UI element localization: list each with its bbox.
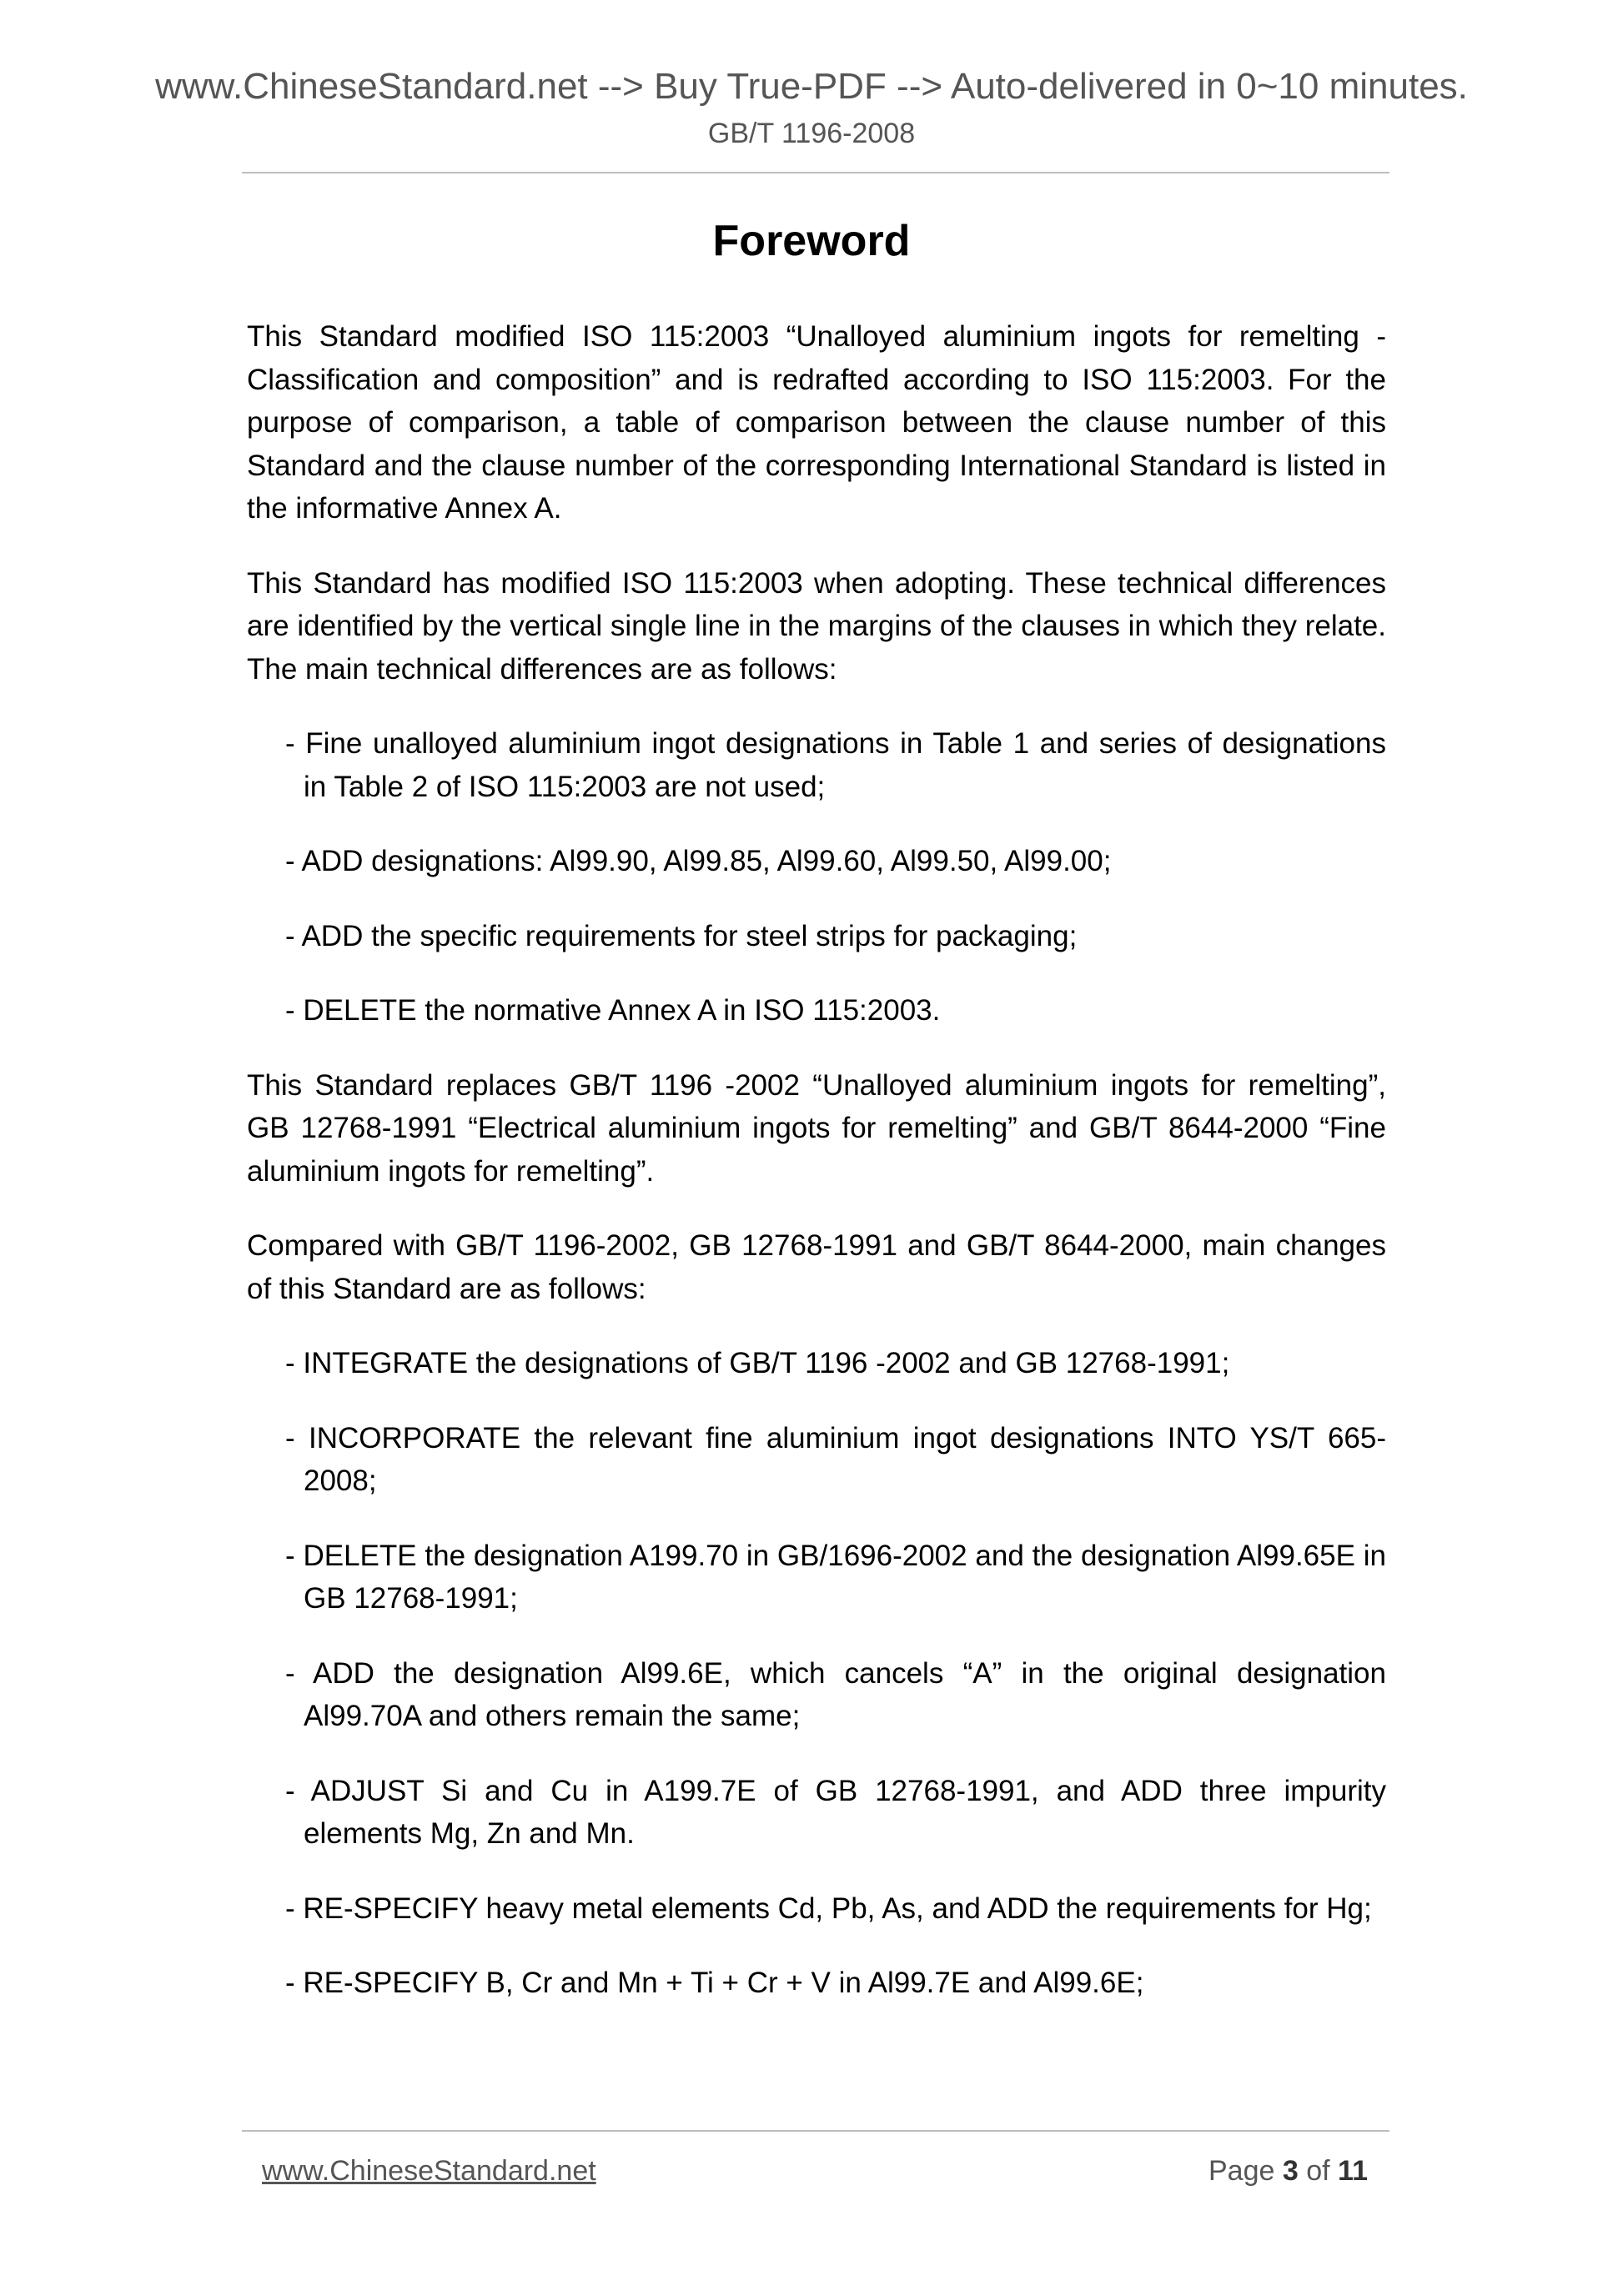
document-body (247, 315, 1386, 2037)
list-item: - DELETE the designation A199.70 in GB/1696-2002 and the designation Al99.65E in GB 12768-1991; (285, 1539, 1386, 1615)
list-item: - ADJUST Si and Cu in A199.7E of GB 12768-1991, and ADD three impurity elements Mg, Zn and Mn. (285, 1774, 1386, 1850)
paragraph-intro: This Standard modified ISO 115:2003 “Unalloyed aluminium ingots for remelting - Classification and composition” and is redrafted according to ISO 115:2003. For the purpose of comparison, a table of comparison between the clause number of this Standard and the clause number of the corresponding International Standard is listed in the informative Annex A. (247, 320, 1386, 525)
list-item: - RE-SPECIFY B, Cr and Mn + Ti + Cr + V in Al99.7E and Al99.6E; (285, 1967, 1144, 1999)
page-current: 3 (1282, 2155, 1299, 2187)
page-number (1208, 2153, 1368, 2188)
footer-divider (242, 2130, 1389, 2132)
page-total: 11 (1338, 2155, 1368, 2187)
page-of: of (1306, 2155, 1330, 2187)
list-item: - ADD the specific requirements for steel strips for packaging; (285, 919, 1078, 952)
paragraph-replaces: This Standard replaces GB/T 1196 -2002 “Unalloyed aluminium ingots for remelting”, GB 12768-1991 “Electrical aluminium ingots for remelting” and GB/T 8644-2000 “Fine aluminium ingots for remelting”. (247, 1068, 1386, 1188)
list-item: - Fine unalloyed aluminium ingot designations in Table 1 and series of designations in Table 2 of ISO 115:2003 are not used; (285, 727, 1386, 803)
footer-site-link[interactable]: www.ChineseStandard.net (262, 2155, 596, 2187)
header-banner: www.ChineseStandard.net --> Buy True-PDF --> Auto-delivered in 0~10 minutes. (155, 66, 1468, 107)
list-item: - INCORPORATE the relevant fine aluminium ingot designations INTO YS/T 665-2008; (285, 1421, 1386, 1497)
list-item: - INTEGRATE the designations of GB/T 1196 -2002 and GB 12768-1991; (285, 1347, 1230, 1379)
header-standard-number: GB/T 1196-2008 (707, 118, 916, 149)
page-title: Foreword (712, 217, 911, 265)
list-item: - ADD the designation Al99.6E, which cancels “A” in the original designation Al99.70A and others remain the same; (285, 1656, 1386, 1732)
list-item: - RE-SPECIFY heavy metal elements Cd, Pb, As, and ADD the requirements for Hg; (285, 1892, 1372, 1925)
list-item: - DELETE the normative Annex A in ISO 115:2003. (285, 994, 941, 1027)
list-item: - ADD designations: Al99.90, Al99.85, Al99.60, Al99.50, Al99.00; (285, 845, 1112, 877)
paragraph-changes: Compared with GB/T 1196-2002, GB 12768-1991 and GB/T 8644-2000, main changes of this Standard are as follows: (247, 1229, 1386, 1305)
header-divider (242, 172, 1389, 173)
page-prefix: Page (1208, 2155, 1275, 2187)
paragraph-modifications: This Standard has modified ISO 115:2003 when adopting. These technical differences are identified by the vertical single line in the margins of the clauses in which they relate. The main technical differences are as follows: (247, 566, 1386, 686)
